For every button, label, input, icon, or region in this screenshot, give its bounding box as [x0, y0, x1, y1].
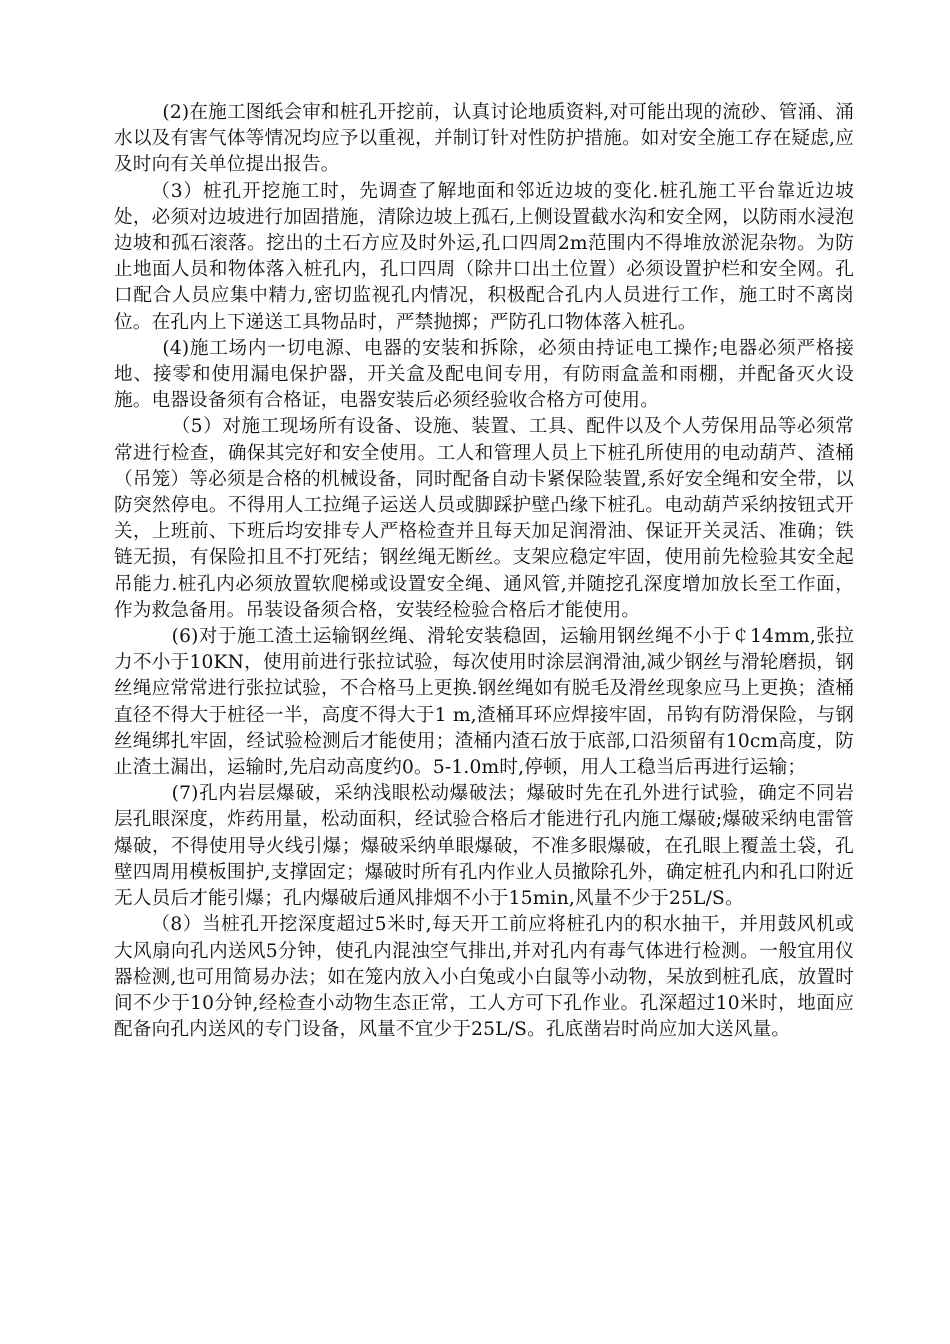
- paragraph-6: (6)对于施工渣土运输钢丝绳、滑轮安装稳固，运输用钢丝绳不小于￠14mm,张拉力不小于10KN，使用前进行张拉试验，每次使用时涂层润滑油,减少钢丝与滑轮磨损，钢丝绳应常常进行张拉试验，不合格马上更换.钢丝绳如有脱毛及滑丝现象应马上更换；渣桶直径不得大于桩径一半，高度不得大于1 m,渣桶耳环应焊接牢固，吊钩有防滑保险，与钢丝绳绑扎牢固，经试验检测后才能使用；渣桶内渣石放于底部,口沿须留有10cm高度，防止渣土漏出，运输时,先启动高度约0。5-1.0m时,停顿，用人工稳当后再进行运输；: [114, 626, 854, 779]
- document-body: [114, 100, 854, 1043]
- paragraph-8: （8）当桩孔开挖深度超过5米时,每天开工前应将桩孔内的积水抽干，并用鼓风机或大风扇向孔内送风5分钟，使孔内混浊空气排出,并对孔内有毒气体进行检测。一般宜用仪器检测,也可用简易办法；如在笼内放入小白兔或小白鼠等小动物，呆放到桩孔底，放置时间不少于10分钟,经检查小动物生态正常，工人方可下孔作业。孔深超过10米时，地面应配备向孔内送风的专门设备，风量不宜少于25L/S。孔底凿岩时尚应加大送风量。: [114, 914, 854, 1041]
- paragraph-3: （3）桩孔开挖施工时，先调查了解地面和邻近边坡的变化.桩孔施工平台靠近边坡处，必须对边坡进行加固措施，清除边坡上孤石,上侧设置截水沟和安全网，以防雨水浸泡边坡和孤石滚落。挖出的土石方应及时外运,孔口四周2m范围内不得堆放淤泥杂物。为防止地面人员和物体落入桩孔内，孔口四周（除井口出土位置）必须设置护栏和安全网。孔口配合人员应集中精力,密切监视孔内情况，积极配合孔内人员进行工作，施工时不离岗位。在孔内上下递送工具物品时，严禁抛掷；严防孔口物体落入桩孔。: [114, 180, 854, 333]
- paragraph-2: (2)在施工图纸会审和桩孔开挖前，认真讨论地质资料,对可能出现的流砂、管涌、涌水以及有害气体等情况均应予以重视，并制订针对性防护措施。如对安全施工存在疑虑,应及时向有关单位提出报告。: [114, 102, 854, 176]
- paragraph-5: （5）对施工现场所有设备、设施、装置、工具、配件以及个人劳保用品等必须常常进行检查，确保其完好和安全使用。工人和管理人员上下桩孔所使用的电动葫芦、渣桶（吊笼）等必须是合格的机械设备，同时配备自动卡紧保险装置,系好安全绳和安全带，以防突然停电。不得用人工拉绳子运送人员或脚踩护壁凸缘下桩孔。电动葫芦采纳按钮式开关，上班前、下班后均安排专人严格检查并且每天加足润滑油、保证开关灵活、准确；铁链无损，有保险扣且不打死结；钢丝绳无断丝。支架应稳定牢固，使用前先检验其安全起吊能力.桩孔内必须放置软爬梯或设置安全绳、通风管,并随挖孔深度增加放长至工作面，作为救急备用。吊装设备须合格，安装经检验合格后才能使用。: [114, 416, 854, 621]
- paragraph-7: (7)孔内岩层爆破，采纳浅眼松动爆破法；爆破时先在孔外进行试验，确定不同岩层孔眼深度，炸药用量，松动面积，经试验合格后才能进行孔内施工爆破;爆破采纳电雷管爆破，不得使用导火线引爆；爆破采纳单眼爆破，不准多眼爆破，在孔眼上覆盖土袋，孔壁四周用模板围护,支撑固定；爆破时所有孔内作业人员撤除孔外，确定桩孔内和孔口附近无人员后才能引爆；孔内爆破后通风排烟不小于15min,风量不少于25L/S。: [114, 783, 854, 910]
- paragraph-4: (4)施工场内一切电源、电器的安装和拆除，必须由持证电工操作;电器必须严格接地、接零和使用漏电保护器，开关盒及配电间专用，有防雨盒盖和雨棚，并配备灭火设施。电器设备须有合格证，电器安装后必须经验收合格方可使用。: [114, 337, 854, 412]
